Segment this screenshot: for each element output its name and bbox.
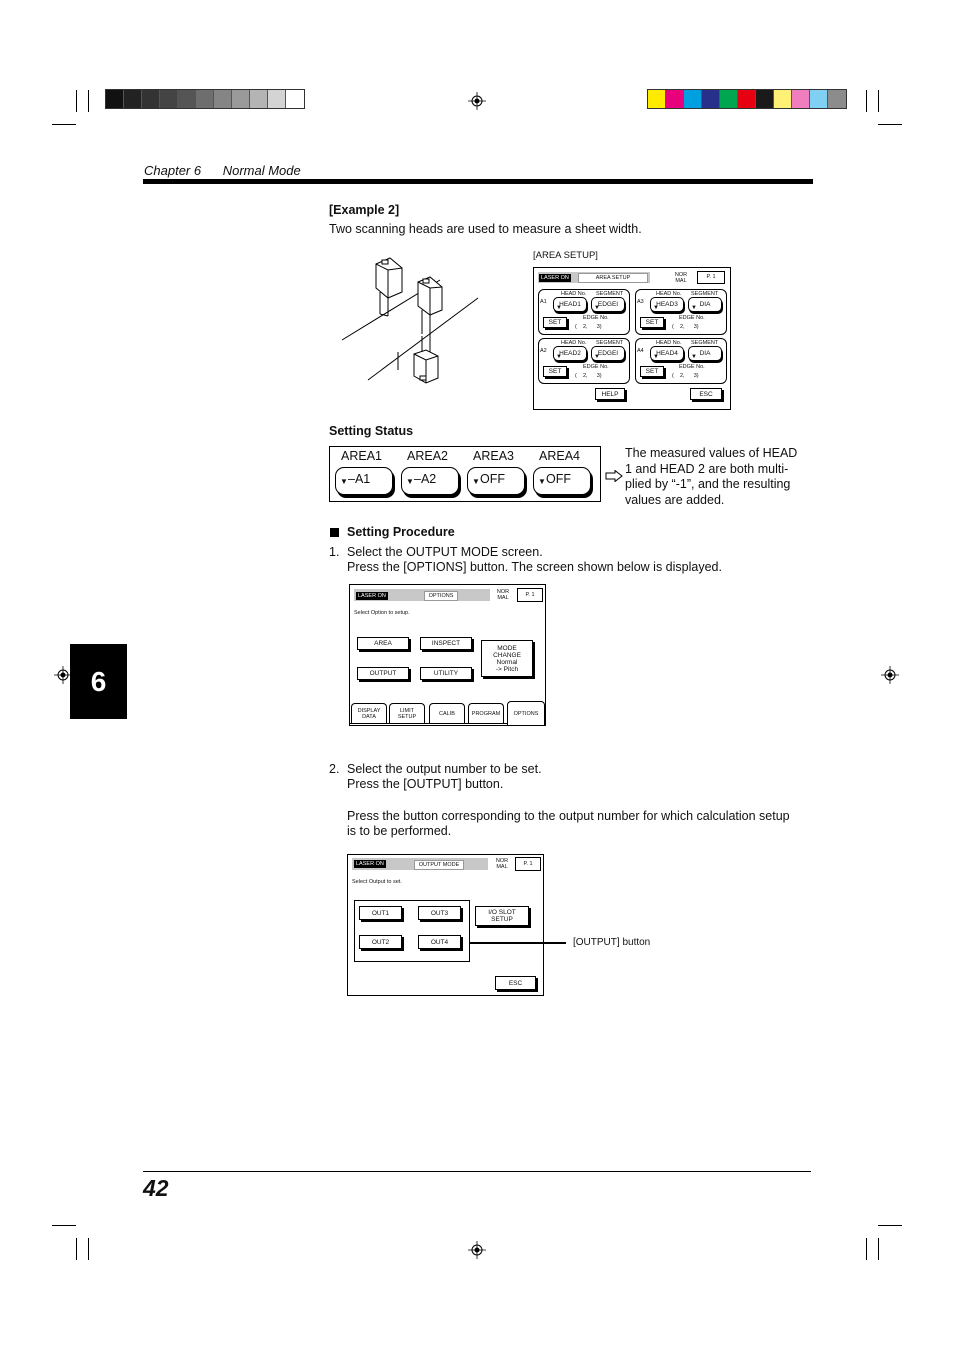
tab-display-data[interactable]: DISPLAY DATA <box>351 703 387 723</box>
section-label: Normal Mode <box>222 163 301 178</box>
tab-calib[interactable]: CALIB <box>429 703 465 723</box>
laser-status: LASER ON <box>356 861 384 867</box>
help-button[interactable]: HELP <box>595 388 625 400</box>
header-rule <box>143 179 813 184</box>
area3-dropdown[interactable]: OFF ▼ <box>467 467 525 495</box>
color-swatch <box>792 90 810 108</box>
running-header <box>144 163 301 178</box>
output-button-callout: [OUTPUT] button <box>573 937 651 948</box>
step2-line3: Press the button corresponding to the output number for which calculation setup <box>347 809 790 823</box>
example-description: Two scanning heads are used to measure a sheet width. <box>329 222 642 236</box>
mode-indicator: NOR MAL <box>496 589 510 601</box>
page-number: 42 <box>143 1175 169 1201</box>
segment-dropdown-a1[interactable]: EDGEI ▼ <box>591 297 625 312</box>
gray-swatch <box>178 90 196 108</box>
area-setup-screen <box>533 267 731 410</box>
screen-title: OUTPUT MODE <box>414 860 464 870</box>
gray-swatch <box>268 90 286 108</box>
color-swatch <box>774 90 792 108</box>
area4-label: AREA4 <box>539 449 580 463</box>
chapter-label: Chapter 6 <box>144 163 202 178</box>
process-color-bar <box>647 89 847 109</box>
gray-swatch <box>160 90 178 108</box>
out3-button[interactable]: OUT3 <box>418 906 461 920</box>
color-swatch <box>684 90 702 108</box>
setting-status-title: Setting Status <box>329 424 414 438</box>
step1-line2: Press the [OPTIONS] button. The screen shown below is displayed. <box>347 560 722 574</box>
options-prompt: Select Option to setup. <box>354 610 410 616</box>
area2-label: AREA2 <box>407 449 448 463</box>
area-group-a1: A1 HEAD No. SEGMENT HEAD1 ▼ EDGEI ▼ SET EDGE No. ( 2, 3) <box>538 289 630 335</box>
io-slot-setup-button[interactable]: I/O SLOT SETUP <box>475 906 529 926</box>
segment-dropdown-a2[interactable]: EDGEI ▼ <box>591 346 625 361</box>
edge-values-a1: ( 2, 3) <box>575 324 602 330</box>
procedure-title: Setting Procedure <box>347 525 455 539</box>
color-swatch <box>810 90 828 108</box>
segment-dropdown-a4[interactable]: DIA ▼ <box>688 346 722 361</box>
out4-button[interactable]: OUT4 <box>418 935 461 949</box>
color-swatch <box>828 90 846 108</box>
step2-line1: Select the output number to be set. <box>347 762 542 776</box>
arrow-right-icon <box>605 470 623 482</box>
footer-rule <box>143 1171 811 1172</box>
edge-values-a2: ( 2, 3) <box>575 373 602 379</box>
gray-swatch <box>250 90 268 108</box>
head-dropdown-a1[interactable]: HEAD1 ▼ <box>553 297 587 312</box>
utility-button[interactable]: UTILITY <box>420 667 472 680</box>
area-group-a4: A4 HEAD No. SEGMENT HEAD4 ▼ DIA ▼ SET EDGE No. ( 2, 3) <box>635 338 727 384</box>
inspect-button[interactable]: INSPECT <box>420 637 472 650</box>
gray-swatch <box>214 90 232 108</box>
laser-status: LASER ON <box>358 593 386 599</box>
options-screen <box>349 584 546 726</box>
example-title: [Example 2] <box>329 203 400 217</box>
color-swatch <box>720 90 738 108</box>
tab-options[interactable]: OPTIONS <box>507 701 545 725</box>
mode-change-button[interactable]: MODE CHANGE Normal -> Pitch <box>481 640 533 677</box>
registration-mark-icon <box>881 666 899 684</box>
gray-swatch <box>106 90 124 108</box>
area1-label: AREA1 <box>341 449 382 463</box>
setting-status-panel <box>329 446 601 502</box>
page-indicator: P. 1 <box>697 271 725 284</box>
esc-button[interactable]: ESC <box>690 388 722 400</box>
color-swatch <box>648 90 666 108</box>
set-button-a4[interactable]: SET <box>640 366 664 377</box>
screen-title: AREA SETUP <box>578 273 648 283</box>
sheet-scanning-heads-illustration <box>338 252 488 387</box>
page-indicator: P. 1 <box>517 588 543 602</box>
area4-dropdown[interactable]: OFF ▼ <box>533 467 591 495</box>
area-group-a3: A3 HEAD No. SEGMENT HEAD3 ▼ DIA ▼ SET EDGE No. ( 2, 3) <box>635 289 727 335</box>
mode-indicator: NOR MAL <box>674 272 688 284</box>
gray-swatch <box>124 90 142 108</box>
tab-program[interactable]: PROGRAM <box>468 703 504 723</box>
gray-swatch <box>142 90 160 108</box>
registration-mark-icon <box>468 1241 486 1259</box>
laser-status: LASER ON <box>541 275 569 281</box>
color-swatch <box>756 90 774 108</box>
bullet-square-icon <box>330 528 339 537</box>
output-mode-screen <box>347 854 544 996</box>
area2-dropdown[interactable]: –A2 ▼ <box>401 467 459 495</box>
head-dropdown-a4[interactable]: HEAD4 ▼ <box>650 346 684 361</box>
step1-line1: Select the OUTPUT MODE screen. <box>347 545 543 559</box>
area1-dropdown[interactable]: –A1 ▼ <box>335 467 393 495</box>
area-button[interactable]: AREA <box>357 637 409 650</box>
area3-label: AREA3 <box>473 449 514 463</box>
mode-indicator: NOR MAL <box>495 858 509 870</box>
step2-line2: Press the [OUTPUT] button. <box>347 777 504 791</box>
step1-number: 1. <box>329 545 340 559</box>
page-indicator: P. 1 <box>515 857 541 871</box>
gray-swatch <box>196 90 214 108</box>
gray-swatch <box>232 90 250 108</box>
segment-dropdown-a3[interactable]: DIA ▼ <box>688 297 722 312</box>
set-button-a2[interactable]: SET <box>543 366 567 377</box>
color-swatch <box>702 90 720 108</box>
set-button-a1[interactable]: SET <box>543 317 567 328</box>
grayscale-color-bar <box>105 89 305 109</box>
output-button[interactable]: OUTPUT <box>357 667 409 680</box>
callout-leader-line <box>470 942 566 944</box>
tab-limit-setup[interactable]: LIMIT SETUP <box>389 703 425 723</box>
head-dropdown-a2[interactable]: HEAD2 ▼ <box>553 346 587 361</box>
color-swatch <box>738 90 756 108</box>
edge-values-a4: ( 2, 3) <box>672 373 699 379</box>
screen-title: OPTIONS <box>424 591 458 601</box>
output-prompt: Select Output to set. <box>352 879 402 885</box>
area-setup-caption: [AREA SETUP] <box>533 250 598 261</box>
step2-number: 2. <box>329 762 340 776</box>
setting-status-note: The measured values of HEAD 1 and HEAD 2 are both multi- plied by “-1”, and the resulting values are added. <box>625 446 798 507</box>
area-group-a2: A2 HEAD No. SEGMENT HEAD2 ▼ EDGEI ▼ SET EDGE No. ( 2, 3) <box>538 338 630 384</box>
set-button-a3[interactable]: SET <box>640 317 664 328</box>
registration-mark-icon <box>468 92 486 110</box>
out1-button[interactable]: OUT1 <box>359 906 402 920</box>
out2-button[interactable]: OUT2 <box>359 935 402 949</box>
head-dropdown-a3[interactable]: HEAD3 ▼ <box>650 297 684 312</box>
gray-swatch <box>286 90 304 108</box>
edge-values-a3: ( 2, 3) <box>672 324 699 330</box>
esc-button[interactable]: ESC <box>495 976 536 990</box>
chapter-tab: 6 <box>70 644 127 719</box>
color-swatch <box>666 90 684 108</box>
step2-line4: is to be performed. <box>347 824 452 838</box>
